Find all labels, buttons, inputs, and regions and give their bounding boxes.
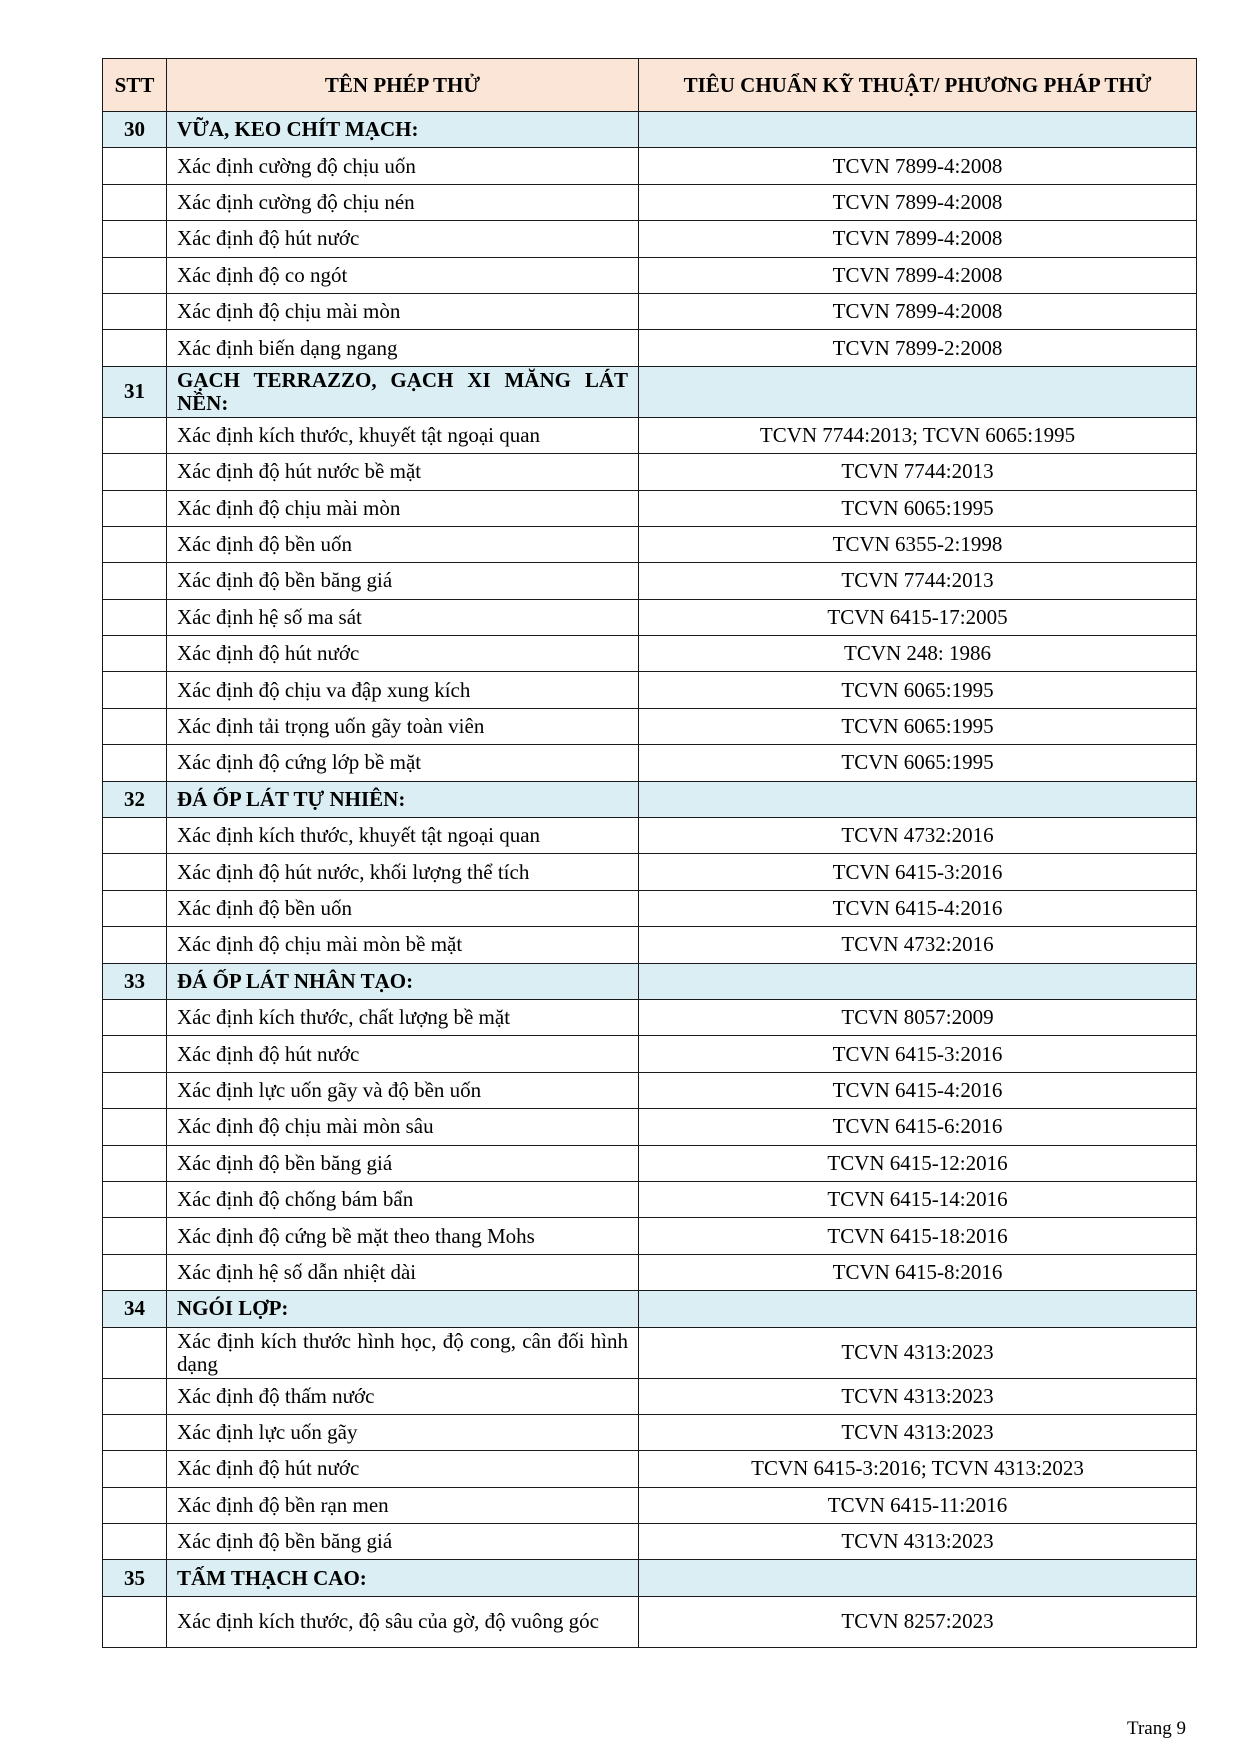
table-row xyxy=(103,599,1197,635)
table-row xyxy=(103,745,1197,781)
table-row xyxy=(103,927,1197,963)
test-name: Xác định độ cứng lớp bề mặt xyxy=(167,745,639,781)
table-row xyxy=(103,563,1197,599)
table-row xyxy=(103,526,1197,562)
table-row xyxy=(103,1145,1197,1181)
test-standard: TCVN 7899-4:2008 xyxy=(639,184,1197,220)
section-standard-cell xyxy=(639,112,1197,148)
table-row xyxy=(103,1414,1197,1450)
test-name: Xác định độ chống bám bẩn xyxy=(167,1181,639,1217)
test-name: Xác định độ cứng bề mặt theo thang Mohs xyxy=(167,1218,639,1254)
test-standard: TCVN 6415-12:2016 xyxy=(639,1145,1197,1181)
table-row xyxy=(103,1487,1197,1523)
table-row xyxy=(103,1181,1197,1217)
test-standard: TCVN 7899-4:2008 xyxy=(639,293,1197,329)
row-stt-cell xyxy=(103,454,167,490)
test-name: Xác định độ bền băng giá xyxy=(167,563,639,599)
table-row xyxy=(103,257,1197,293)
table-row xyxy=(103,454,1197,490)
test-standard: TCVN 6065:1995 xyxy=(639,672,1197,708)
table-row xyxy=(103,1596,1197,1647)
test-name: Xác định hệ số dẫn nhiệt dài xyxy=(167,1254,639,1290)
test-name: Xác định tải trọng uốn gãy toàn viên xyxy=(167,708,639,744)
test-name: Xác định độ thấm nước xyxy=(167,1378,639,1414)
table-row xyxy=(103,854,1197,890)
test-standard: TCVN 7899-4:2008 xyxy=(639,257,1197,293)
table-row xyxy=(103,1109,1197,1145)
test-standard: TCVN 6415-14:2016 xyxy=(639,1181,1197,1217)
test-name: Xác định độ chịu va đập xung kích xyxy=(167,672,639,708)
table-row xyxy=(103,672,1197,708)
test-standard: TCVN 4313:2023 xyxy=(639,1327,1197,1378)
test-name: Xác định độ bền uốn xyxy=(167,526,639,562)
test-name: Xác định kích thước, khuyết tật ngoại quan xyxy=(167,417,639,453)
row-stt-cell xyxy=(103,1254,167,1290)
section-title: TẤM THẠCH CAO: xyxy=(167,1560,639,1596)
table-row xyxy=(103,636,1197,672)
table-row xyxy=(103,818,1197,854)
test-standard: TCVN 8257:2023 xyxy=(639,1596,1197,1647)
row-stt-cell xyxy=(103,636,167,672)
section-number: 31 xyxy=(103,366,167,417)
section-number: 30 xyxy=(103,112,167,148)
row-stt-cell xyxy=(103,490,167,526)
table-row xyxy=(103,184,1197,220)
section-row xyxy=(103,781,1197,817)
test-standard: TCVN 6415-4:2016 xyxy=(639,890,1197,926)
section-title: VỮA, KEO CHÍT MẠCH: xyxy=(167,112,639,148)
section-number: 34 xyxy=(103,1291,167,1327)
row-stt-cell xyxy=(103,599,167,635)
row-stt-cell xyxy=(103,1145,167,1181)
row-stt-cell xyxy=(103,1218,167,1254)
test-name: Xác định độ bền uốn xyxy=(167,890,639,926)
row-stt-cell xyxy=(103,708,167,744)
section-title: GẠCH TERRAZZO, GẠCH XI MĂNG LÁT NỀN: xyxy=(167,366,639,417)
table-row xyxy=(103,417,1197,453)
row-stt-cell xyxy=(103,1487,167,1523)
row-stt-cell xyxy=(103,563,167,599)
test-standard: TCVN 6415-3:2016 xyxy=(639,1036,1197,1072)
test-name: Xác định cường độ chịu nén xyxy=(167,184,639,220)
table-row xyxy=(103,1036,1197,1072)
row-stt-cell xyxy=(103,672,167,708)
test-standard: TCVN 4313:2023 xyxy=(639,1414,1197,1450)
test-standard: TCVN 7899-4:2008 xyxy=(639,221,1197,257)
row-stt-cell xyxy=(103,1036,167,1072)
table-header-row xyxy=(103,59,1197,112)
section-number: 35 xyxy=(103,1560,167,1596)
test-name: Xác định độ hút nước xyxy=(167,221,639,257)
row-stt-cell xyxy=(103,1451,167,1487)
row-stt-cell xyxy=(103,330,167,366)
test-standard: TCVN 6065:1995 xyxy=(639,745,1197,781)
row-stt-cell xyxy=(103,1414,167,1450)
test-name: Xác định kích thước hình học, độ cong, cân đối hình dạng xyxy=(167,1327,639,1378)
table-row xyxy=(103,1451,1197,1487)
test-name: Xác định độ chịu mài mòn sâu xyxy=(167,1109,639,1145)
table-row xyxy=(103,1378,1197,1414)
test-standard: TCVN 7899-4:2008 xyxy=(639,148,1197,184)
row-stt-cell xyxy=(103,221,167,257)
row-stt-cell xyxy=(103,890,167,926)
test-name: Xác định độ hút nước xyxy=(167,636,639,672)
row-stt-cell xyxy=(103,999,167,1035)
table-row xyxy=(103,1072,1197,1108)
page-number: Trang 9 xyxy=(1127,1718,1186,1739)
section-row xyxy=(103,366,1197,417)
section-title: NGÓI LỢP: xyxy=(167,1291,639,1327)
test-standard: TCVN 6415-11:2016 xyxy=(639,1487,1197,1523)
header-standard: TIÊU CHUẨN KỸ THUẬT/ PHƯƠNG PHÁP THỬ xyxy=(639,59,1197,112)
row-stt-cell xyxy=(103,1181,167,1217)
test-name: Xác định độ chịu mài mòn xyxy=(167,293,639,329)
table-row xyxy=(103,330,1197,366)
test-standards-table xyxy=(102,58,1197,1648)
row-stt-cell xyxy=(103,417,167,453)
table-row xyxy=(103,890,1197,926)
test-standard: TCVN 248: 1986 xyxy=(639,636,1197,672)
header-test-name: TÊN PHÉP THỬ xyxy=(167,59,639,112)
test-name: Xác định lực uốn gãy và độ bền uốn xyxy=(167,1072,639,1108)
test-standard: TCVN 6415-3:2016; TCVN 4313:2023 xyxy=(639,1451,1197,1487)
test-standard: TCVN 7744:2013 xyxy=(639,454,1197,490)
test-name: Xác định độ chịu mài mòn bề mặt xyxy=(167,927,639,963)
test-standard: TCVN 6415-18:2016 xyxy=(639,1218,1197,1254)
section-standard-cell xyxy=(639,366,1197,417)
row-stt-cell xyxy=(103,257,167,293)
section-row xyxy=(103,963,1197,999)
row-stt-cell xyxy=(103,1109,167,1145)
section-row xyxy=(103,112,1197,148)
test-standard: TCVN 7744:2013 xyxy=(639,563,1197,599)
test-name: Xác định hệ số ma sát xyxy=(167,599,639,635)
header-stt: STT xyxy=(103,59,167,112)
test-standard: TCVN 6415-4:2016 xyxy=(639,1072,1197,1108)
section-number: 32 xyxy=(103,781,167,817)
table-row xyxy=(103,708,1197,744)
row-stt-cell xyxy=(103,293,167,329)
section-row xyxy=(103,1291,1197,1327)
test-name: Xác định độ hút nước xyxy=(167,1451,639,1487)
test-name: Xác định kích thước, độ sâu của gờ, độ vuông góc xyxy=(167,1596,639,1647)
test-standard: TCVN 8057:2009 xyxy=(639,999,1197,1035)
row-stt-cell xyxy=(103,1378,167,1414)
row-stt-cell xyxy=(103,1327,167,1378)
test-name: Xác định lực uốn gãy xyxy=(167,1414,639,1450)
test-name: Xác định độ bền rạn men xyxy=(167,1487,639,1523)
section-standard-cell xyxy=(639,1560,1197,1596)
test-standard: TCVN 7899-2:2008 xyxy=(639,330,1197,366)
test-standard: TCVN 6065:1995 xyxy=(639,708,1197,744)
test-standard: TCVN 6415-17:2005 xyxy=(639,599,1197,635)
row-stt-cell xyxy=(103,148,167,184)
row-stt-cell xyxy=(103,818,167,854)
row-stt-cell xyxy=(103,854,167,890)
table-row xyxy=(103,1524,1197,1560)
table-row xyxy=(103,221,1197,257)
table-row xyxy=(103,1254,1197,1290)
test-name: Xác định độ hút nước, khối lượng thể tích xyxy=(167,854,639,890)
table-body xyxy=(103,112,1197,1648)
test-standard: TCVN 6065:1995 xyxy=(639,490,1197,526)
row-stt-cell xyxy=(103,745,167,781)
row-stt-cell xyxy=(103,1524,167,1560)
test-name: Xác định độ bền băng giá xyxy=(167,1145,639,1181)
test-standard: TCVN 4313:2023 xyxy=(639,1524,1197,1560)
test-name: Xác định độ co ngót xyxy=(167,257,639,293)
section-standard-cell xyxy=(639,1291,1197,1327)
test-name: Xác định độ chịu mài mòn xyxy=(167,490,639,526)
table-row xyxy=(103,1218,1197,1254)
test-standard: TCVN 6355-2:1998 xyxy=(639,526,1197,562)
section-row xyxy=(103,1560,1197,1596)
test-standard: TCVN 7744:2013; TCVN 6065:1995 xyxy=(639,417,1197,453)
test-standard: TCVN 6415-8:2016 xyxy=(639,1254,1197,1290)
test-standard: TCVN 6415-3:2016 xyxy=(639,854,1197,890)
table-row xyxy=(103,1327,1197,1378)
table-row xyxy=(103,293,1197,329)
test-name: Xác định kích thước, chất lượng bề mặt xyxy=(167,999,639,1035)
test-name: Xác định kích thước, khuyết tật ngoại quan xyxy=(167,818,639,854)
table-row xyxy=(103,490,1197,526)
section-title: ĐÁ ỐP LÁT NHÂN TẠO: xyxy=(167,963,639,999)
test-name: Xác định biến dạng ngang xyxy=(167,330,639,366)
row-stt-cell xyxy=(103,526,167,562)
section-standard-cell xyxy=(639,963,1197,999)
section-number: 33 xyxy=(103,963,167,999)
test-standard: TCVN 6415-6:2016 xyxy=(639,1109,1197,1145)
row-stt-cell xyxy=(103,1596,167,1647)
row-stt-cell xyxy=(103,184,167,220)
section-standard-cell xyxy=(639,781,1197,817)
test-name: Xác định cường độ chịu uốn xyxy=(167,148,639,184)
test-standard: TCVN 4313:2023 xyxy=(639,1378,1197,1414)
row-stt-cell xyxy=(103,927,167,963)
table-row xyxy=(103,148,1197,184)
test-standard: TCVN 4732:2016 xyxy=(639,927,1197,963)
test-name: Xác định độ hút nước xyxy=(167,1036,639,1072)
section-title: ĐÁ ỐP LÁT TỰ NHIÊN: xyxy=(167,781,639,817)
test-name: Xác định độ bền băng giá xyxy=(167,1524,639,1560)
test-standard: TCVN 4732:2016 xyxy=(639,818,1197,854)
test-name: Xác định độ hút nước bề mặt xyxy=(167,454,639,490)
table-row xyxy=(103,999,1197,1035)
row-stt-cell xyxy=(103,1072,167,1108)
